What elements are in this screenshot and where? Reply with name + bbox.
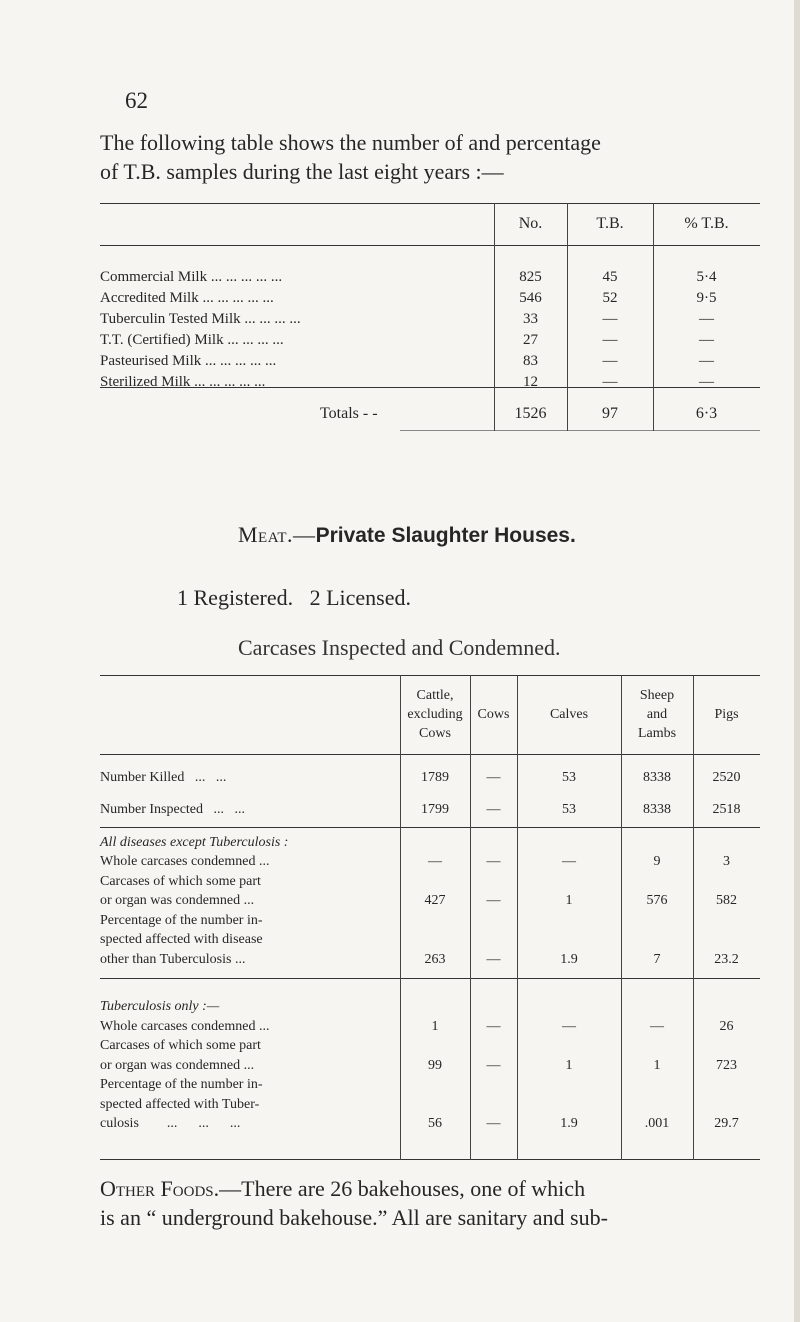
intro-line-1: The following table shows the number of and percentage xyxy=(100,130,601,155)
row-leader: ... ... xyxy=(184,770,227,785)
cell-tb: — xyxy=(602,374,618,390)
cell-calves: 1 xyxy=(565,1058,573,1073)
other-foods-prefix: Other Foods. xyxy=(100,1176,220,1201)
header-calves: Calves xyxy=(549,706,589,722)
row-leader: ... ... ... xyxy=(255,311,301,327)
cell-cows: — xyxy=(486,1116,501,1131)
table-rule xyxy=(100,203,760,204)
cell-pct: 9·5 xyxy=(696,290,717,306)
cell-pct: — xyxy=(699,353,714,369)
cell-sheep: 576 xyxy=(646,893,668,908)
carcases-table xyxy=(100,675,760,1160)
cell-pigs: 2520 xyxy=(712,770,741,785)
cell-tb: — xyxy=(602,311,618,327)
row-label: Pasteurised Milk ... xyxy=(100,353,217,369)
row-label: spected affected with disease xyxy=(100,932,263,947)
table-rule xyxy=(100,1159,760,1160)
cell-sheep: 7 xyxy=(653,952,661,967)
cell-cattle: 263 xyxy=(424,952,446,967)
cell-no: 12 xyxy=(523,374,538,390)
cell-calves: — xyxy=(562,854,576,869)
cell-pct: — xyxy=(699,311,714,327)
cell-calves: 1.9 xyxy=(560,1116,578,1131)
cell-sheep: 8338 xyxy=(643,770,671,785)
cell-cattle: — xyxy=(428,854,442,869)
registered-line: 1 Registered. 2 Licensed. xyxy=(177,585,411,610)
totals-label: Totals - - xyxy=(320,405,378,422)
cell-cattle: 1789 xyxy=(421,770,449,785)
meat-heading-bold: Private Slaughter Houses. xyxy=(315,524,576,547)
table-rule xyxy=(100,245,760,246)
table-rule xyxy=(100,754,760,755)
cell-cows: — xyxy=(486,952,501,967)
row-label: culosis ... ... ... xyxy=(100,1116,241,1131)
row-label: Percentage of the number in- xyxy=(100,1077,263,1092)
cell-pigs: 723 xyxy=(716,1058,737,1073)
cell-sheep: 1 xyxy=(653,1058,661,1073)
tb-samples-table xyxy=(100,203,760,431)
row-label: spected affected with Tuber- xyxy=(100,1097,260,1112)
row-label: Whole carcases condemned ... xyxy=(100,854,270,869)
section-heading: Tuberculosis only :— xyxy=(100,999,220,1014)
cell-cattle: 1799 xyxy=(421,802,449,817)
row-leader: ... ... xyxy=(203,802,246,817)
table-rule xyxy=(400,430,760,431)
row-label: Number Killed xyxy=(100,770,185,785)
meat-heading xyxy=(238,522,576,548)
row-leader: ... ... ... ... xyxy=(213,290,274,306)
row-label: Percentage of the number in- xyxy=(100,913,263,928)
carcases-title: Carcases Inspected and Condemned. xyxy=(238,635,561,660)
totals-pct: 6·3 xyxy=(695,405,718,422)
header-no: No. xyxy=(518,215,543,232)
intro-paragraph xyxy=(100,128,760,186)
row-leader: ... ... ... ... xyxy=(223,332,284,348)
page-edge-shadow xyxy=(794,0,800,1322)
other-foods-paragraph xyxy=(100,1174,760,1232)
row-label: Carcases of which some part xyxy=(100,874,261,889)
other-foods-line-1: —There are 26 bakehouses, one of which xyxy=(219,1176,586,1201)
header-cattle: Cattle, excluding Cows xyxy=(407,687,463,741)
cell-cows: — xyxy=(486,1058,501,1073)
row-label: Tuberculin Tested Milk ... xyxy=(100,311,256,327)
header-tb: T.B. xyxy=(596,215,624,232)
row-label: T.T. (Certified) Milk xyxy=(100,332,224,348)
cell-no: 825 xyxy=(519,269,542,285)
cell-cows: — xyxy=(486,1019,501,1034)
meat-heading-prefix: Meat.— xyxy=(238,522,316,547)
totals-no: 1526 xyxy=(514,405,547,422)
cell-tb: — xyxy=(602,332,618,348)
cell-pct: — xyxy=(699,374,714,390)
cell-pigs: 3 xyxy=(723,854,730,869)
cell-cattle: 99 xyxy=(428,1058,442,1073)
table-rule xyxy=(100,827,760,828)
section-heading: All diseases except Tuberculosis : xyxy=(100,835,289,850)
row-label: Commercial Milk xyxy=(100,269,208,285)
row-label: or organ was condemned ... xyxy=(100,893,255,908)
cell-cattle: 56 xyxy=(428,1116,442,1131)
row-label: other than Tuberculosis ... xyxy=(100,952,246,967)
cell-sheep: .001 xyxy=(644,1116,670,1131)
cell-calves: 1.9 xyxy=(560,952,578,967)
row-label: Number Inspected xyxy=(100,802,204,817)
row-leader: ... ... ... ... ... xyxy=(207,269,283,285)
header-sheep-lambs: Sheep and Lambs xyxy=(637,687,677,741)
cell-calves: — xyxy=(562,1019,576,1034)
cell-no: 83 xyxy=(523,353,538,369)
row-label: Sterilized Milk xyxy=(100,374,191,390)
header-pct-tb: % T.B. xyxy=(684,215,729,232)
cell-cattle: 1 xyxy=(431,1019,439,1034)
cell-no: 33 xyxy=(523,311,538,327)
cell-sheep: 8338 xyxy=(643,802,671,817)
totals-tb: 97 xyxy=(602,405,618,422)
cell-calves: 53 xyxy=(562,770,576,785)
cell-cows: — xyxy=(486,893,501,908)
cell-sheep: — xyxy=(650,1019,664,1034)
intro-line-2: of T.B. samples during the last eight years :— xyxy=(100,159,504,184)
cell-pigs: 29.7 xyxy=(714,1116,739,1131)
cell-pct: — xyxy=(699,332,714,348)
other-foods-line-2: is an “ underground bakehouse.” All are sanitary and sub- xyxy=(100,1205,608,1230)
cell-tb: — xyxy=(602,353,618,369)
cell-calves: 1 xyxy=(565,893,573,908)
cell-pigs: 26 xyxy=(719,1019,734,1034)
page-number: 62 xyxy=(125,88,148,113)
header-pigs: Pigs xyxy=(714,706,739,722)
table-rule xyxy=(100,978,760,979)
row-leader: ... ... ... ... ... xyxy=(190,374,266,390)
cell-no: 27 xyxy=(523,332,538,348)
cell-cattle: 427 xyxy=(424,893,446,908)
cell-tb: 45 xyxy=(602,269,618,285)
cell-cows: — xyxy=(486,802,501,817)
cell-cows: — xyxy=(486,854,501,869)
cell-sheep: 9 xyxy=(653,854,661,869)
cell-calves: 53 xyxy=(562,802,576,817)
cell-pigs: 2518 xyxy=(712,802,741,817)
cell-pigs: 23.2 xyxy=(714,952,739,967)
header-cows: Cows xyxy=(477,706,510,722)
cell-pct: 5·4 xyxy=(696,269,717,285)
cell-tb: 52 xyxy=(602,290,618,306)
cell-no: 546 xyxy=(519,290,542,306)
row-label: Carcases of which some part xyxy=(100,1038,261,1053)
row-leader: ... ... ... ... xyxy=(216,353,277,369)
row-label: Whole carcases condemned ... xyxy=(100,1019,270,1034)
cell-pigs: 582 xyxy=(716,893,737,908)
row-label: or organ was condemned ... xyxy=(100,1058,255,1073)
row-label: Accredited Milk ... xyxy=(100,290,214,306)
cell-cows: — xyxy=(486,770,501,785)
